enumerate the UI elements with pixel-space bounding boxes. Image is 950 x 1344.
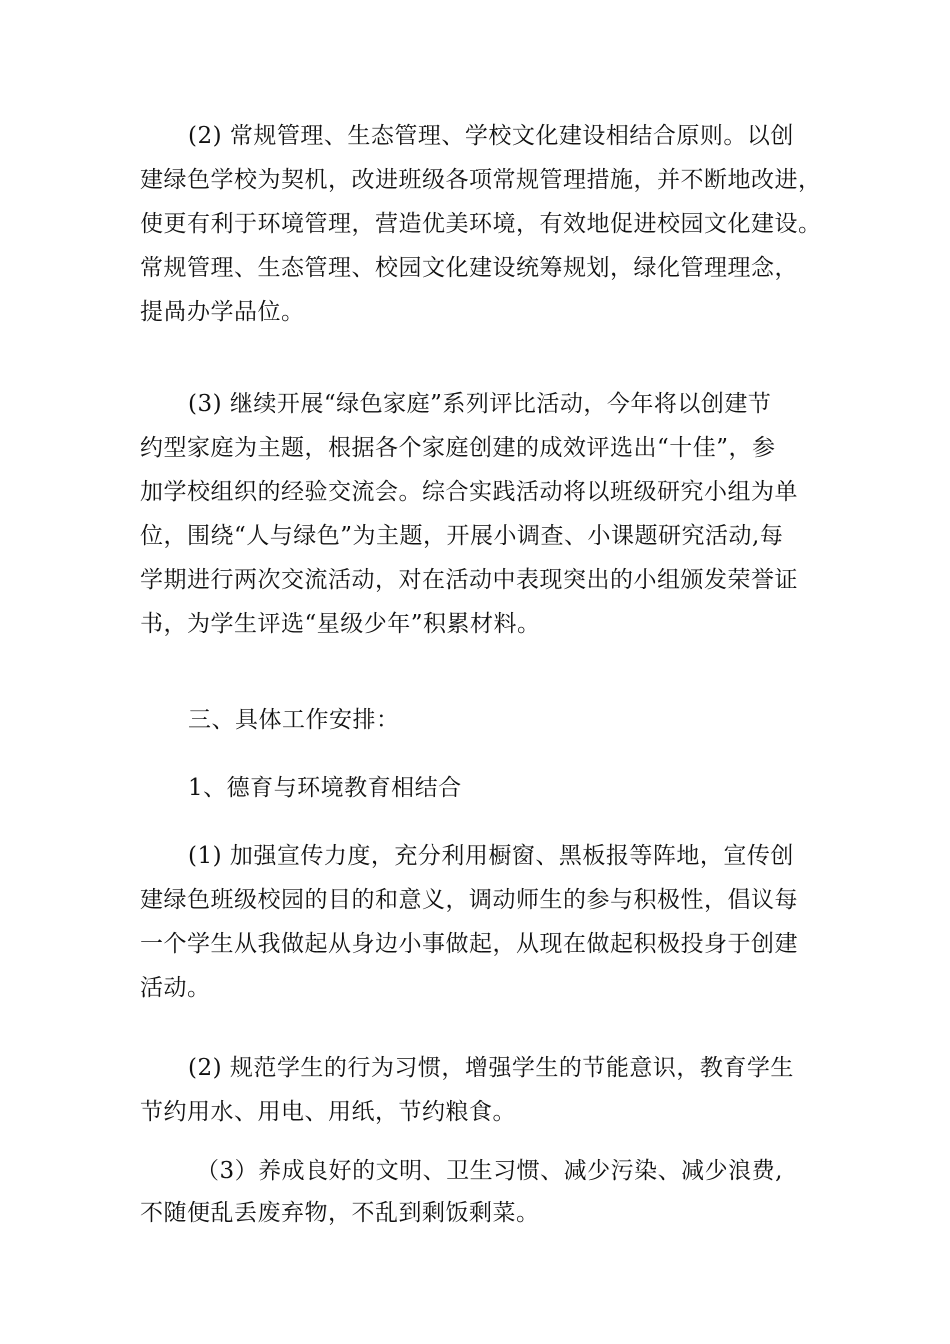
paragraph-item-1-1	[140, 834, 820, 1010]
text-line: 不随便乱丢废弃物，不乱到剩饭剩菜。	[140, 1200, 540, 1226]
text-line: 活动。	[140, 975, 211, 1001]
text-line: (2) 规范学生的行为习惯，增强学生的节能意识，教育学生	[188, 1055, 794, 1081]
item-heading-text: 1、德育与环境教育相结合	[188, 775, 462, 801]
paragraph-green-family	[140, 382, 820, 646]
text-line: (2) 常规管理、生态管理、学校文化建设相结合原则。以创	[188, 123, 794, 149]
text-line: (3) 继续开展“绿色家庭”系列评比活动，今年将以创建节	[188, 391, 772, 417]
paragraph-item-1-2	[140, 1046, 820, 1134]
text-line: 约型家庭为主题，根据各个家庭创建的成效评选出“十佳”，参	[140, 435, 776, 461]
text-line: 建绿色班级校园的目的和意义，调动师生的参与积极性，倡议每	[140, 887, 798, 913]
section-heading	[140, 698, 820, 742]
text-line: （3）养成良好的文明、卫生习惯、减少污染、减少浪费,	[196, 1158, 783, 1184]
text-line: 学期进行两次交流活动，对在活动中表现突出的小组颁发荣誉证	[140, 567, 798, 593]
text-line: 一个学生从我做起从身边小事做起，从现在做起积极投身于创建	[140, 931, 798, 957]
item-heading	[140, 766, 820, 810]
text-line: 常规管理、生态管理、校园文化建设统筹规划，绿化管理理念，	[140, 255, 798, 281]
text-line: 书，为学生评选“星级少年”积累材料。	[140, 611, 541, 637]
text-line: 建绿色学校为契机，改进班级各项常规管理措施，并不断地改进，	[140, 167, 822, 193]
text-line: (1) 加强宣传力度，充分利用橱窗、黑板报等阵地，宣传创	[188, 843, 794, 869]
text-line: 使更有利于环境管理，营造优美环境，有效地促进校园文化建设。	[140, 211, 822, 237]
section-heading-text: 三、具体工作安排：	[188, 707, 400, 733]
text-line: 提咼办学品位。	[140, 299, 305, 325]
text-line: 加学校组织的经验交流会。综合实践活动将以班级研究小组为单	[140, 479, 798, 505]
paragraph-management-principle	[140, 114, 820, 334]
text-line: 节约用水、用电、用纸，节约粮食。	[140, 1099, 516, 1125]
text-line: 位，围绕“人与绿色”为主题，开展小调查、小课题研究活动,每	[140, 523, 784, 549]
paragraph-item-1-3	[140, 1150, 820, 1234]
